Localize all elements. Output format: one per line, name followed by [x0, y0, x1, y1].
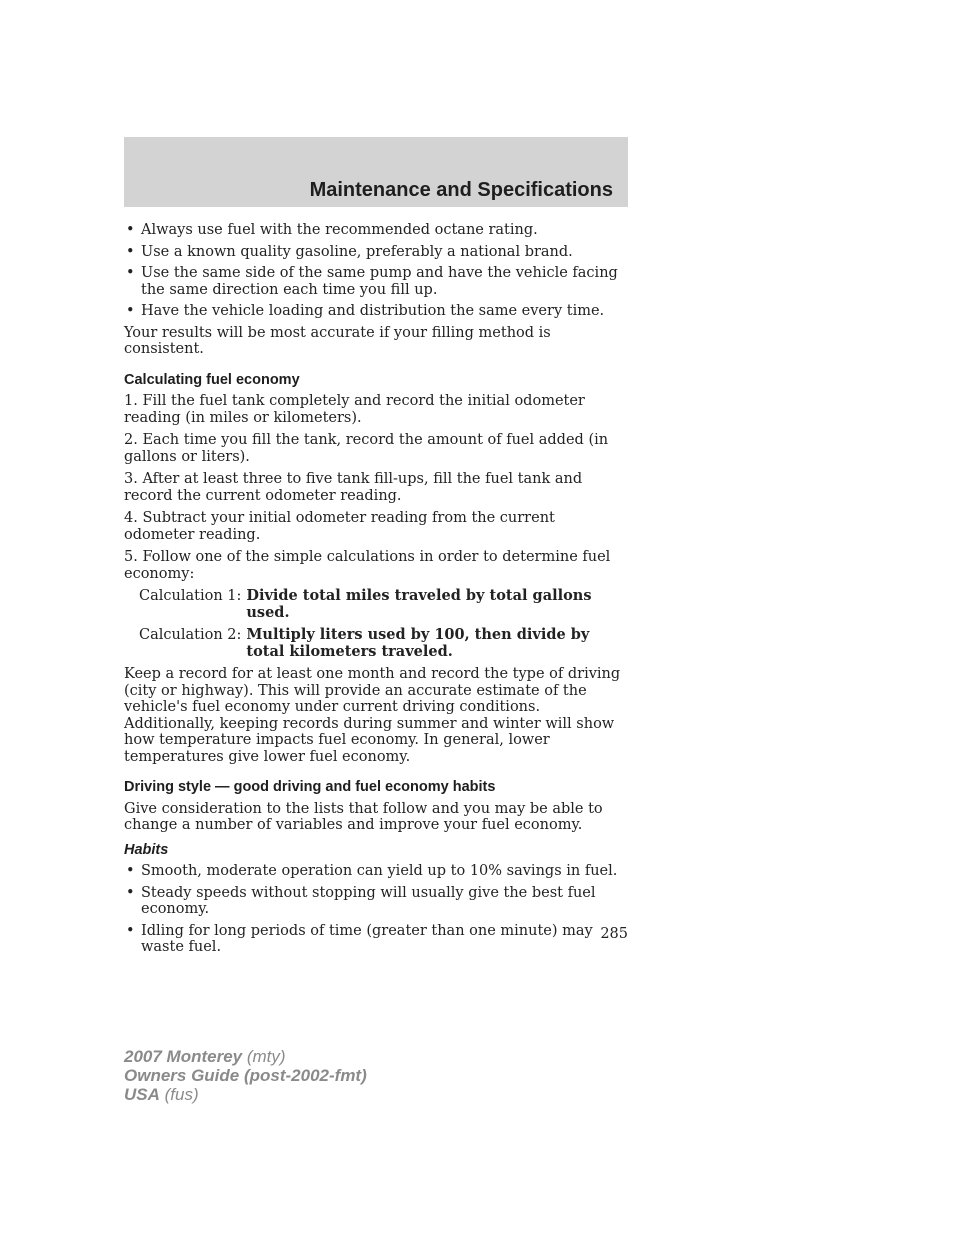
calc-heading: Calculating fuel economy — [124, 371, 300, 388]
page-number: 285 — [600, 926, 628, 942]
document-footer — [124, 1047, 367, 1104]
footer-line-1 — [124, 1047, 367, 1066]
section-header-band — [124, 137, 628, 207]
calc-step: 5. Follow one of the simple calculations in order to determine fuel economy: — [124, 549, 611, 582]
fuel-tips-list — [124, 222, 628, 320]
habits-heading: Habits — [124, 841, 169, 858]
driving-heading: Driving style — good driving and fuel economy habits — [124, 779, 496, 795]
list-item: • Use a known quality gasoline, preferably a national brand. — [124, 244, 628, 261]
list-item: • Idling for long periods of time (greater than one minute) may waste fuel. — [124, 923, 628, 956]
calculation-1-text: Divide total miles traveled by total gallons used. — [246, 587, 592, 621]
list-item: • Smooth, moderate operation can yield up to 10% savings in fuel. — [124, 863, 628, 880]
calculation-2-label: Calculation 2: — [139, 627, 242, 643]
list-item: • Always use fuel with the recommended octane rating. — [124, 222, 628, 239]
record-note: Keep a record for at least one month and record the type of driving (city or highway). This will provide an accurate estimate of the vehicle's fuel economy under current driving conditions. Additionally, keeping records during summer and winter will show how temperature impacts fuel economy. In general, lower temperatures give lower fuel economy. — [124, 666, 621, 765]
calculation-1 — [139, 588, 628, 621]
page-content — [124, 218, 628, 961]
results-note: Your results will be most accurate if your filling method is consistent. — [124, 324, 551, 357]
calc-step: 2. Each time you fill the tank, record the amount of fuel added (in gallons or liters). — [124, 432, 609, 465]
footer-guide: Owners Guide (post-2002-fmt) — [124, 1066, 367, 1085]
footer-region: USA — [124, 1085, 160, 1104]
calc-step: 1. Fill the fuel tank completely and record the initial odometer reading (in miles or kilometers). — [124, 393, 585, 426]
section-title: Maintenance and Specifications — [309, 179, 613, 201]
footer-region-code: (fus) — [164, 1085, 199, 1104]
driving-intro: Give consideration to the lists that follow and you may be able to change a number of variables and improve your fuel economy. — [124, 800, 603, 833]
list-item: • Steady speeds without stopping will usually give the best fuel economy. — [124, 885, 628, 918]
calc-step: 4. Subtract your initial odometer reading from the current odometer reading. — [124, 510, 555, 543]
calc-step: 3. After at least three to five tank fill-ups, fill the fuel tank and record the current odometer reading. — [124, 471, 583, 504]
footer-model-code: (mty) — [246, 1047, 286, 1066]
calculation-2 — [139, 627, 628, 660]
footer-line-3 — [124, 1085, 367, 1104]
footer-line-2 — [124, 1066, 367, 1085]
list-item: • Use the same side of the same pump and have the vehicle facing the same direction each time you fill up. — [124, 265, 628, 298]
list-item: • Have the vehicle loading and distribution the same every time. — [124, 303, 628, 320]
calculation-1-label: Calculation 1: — [139, 588, 242, 604]
footer-model: 2007 Monterey — [124, 1047, 243, 1066]
calculation-2-text: Multiply liters used by 100, then divide by total kilometers traveled. — [246, 626, 590, 660]
